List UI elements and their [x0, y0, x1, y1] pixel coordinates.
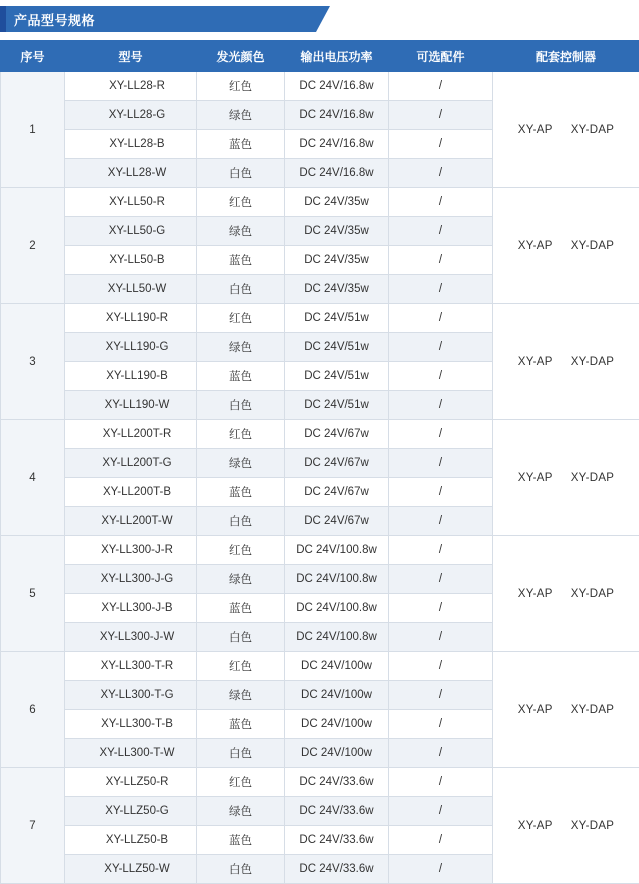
- cell-accessory: /: [389, 594, 493, 623]
- cell-accessory: /: [389, 797, 493, 826]
- cell-voltage: DC 24V/100.8w: [285, 623, 389, 652]
- cell-color: 绿色: [197, 449, 285, 478]
- cell-accessory: /: [389, 188, 493, 217]
- table-row: [1, 536, 639, 565]
- cell-model: XY-LL190-G: [65, 333, 197, 362]
- controller-model: XY-AP: [518, 820, 553, 832]
- header-color: 发光颜色: [197, 41, 285, 72]
- cell-voltage: DC 24V/51w: [285, 362, 389, 391]
- cell-sequence: 6: [1, 652, 65, 768]
- cell-voltage: DC 24V/100.8w: [285, 536, 389, 565]
- cell-controller: [493, 72, 639, 188]
- cell-color: 红色: [197, 304, 285, 333]
- cell-voltage: DC 24V/16.8w: [285, 159, 389, 188]
- cell-model: XY-LL300-T-W: [65, 739, 197, 768]
- cell-voltage: DC 24V/100w: [285, 652, 389, 681]
- cell-accessory: /: [389, 130, 493, 159]
- cell-color: 蓝色: [197, 710, 285, 739]
- cell-voltage: DC 24V/33.6w: [285, 826, 389, 855]
- cell-accessory: /: [389, 391, 493, 420]
- cell-color: 红色: [197, 188, 285, 217]
- cell-accessory: /: [389, 217, 493, 246]
- cell-color: 绿色: [197, 217, 285, 246]
- table-body: [1, 72, 639, 884]
- cell-voltage: DC 24V/33.6w: [285, 855, 389, 884]
- section-title-body: [6, 6, 316, 32]
- cell-model: XY-LL200T-R: [65, 420, 197, 449]
- cell-voltage: DC 24V/100.8w: [285, 565, 389, 594]
- cell-accessory: /: [389, 826, 493, 855]
- controller-list: [494, 588, 638, 600]
- cell-accessory: /: [389, 246, 493, 275]
- cell-color: 蓝色: [197, 478, 285, 507]
- cell-color: 绿色: [197, 333, 285, 362]
- cell-model: XY-LL300-T-G: [65, 681, 197, 710]
- cell-color: 白色: [197, 391, 285, 420]
- cell-model: XY-LLZ50-G: [65, 797, 197, 826]
- cell-color: 绿色: [197, 681, 285, 710]
- cell-accessory: /: [389, 652, 493, 681]
- product-spec-table: [0, 40, 639, 884]
- cell-accessory: /: [389, 159, 493, 188]
- controller-list: [494, 240, 638, 252]
- cell-voltage: DC 24V/33.6w: [285, 797, 389, 826]
- controller-model: XY-DAP: [571, 472, 615, 484]
- cell-voltage: DC 24V/51w: [285, 391, 389, 420]
- cell-color: 白色: [197, 623, 285, 652]
- cell-voltage: DC 24V/51w: [285, 333, 389, 362]
- cell-color: 红色: [197, 652, 285, 681]
- cell-accessory: /: [389, 565, 493, 594]
- table-header: [1, 41, 639, 72]
- cell-accessory: /: [389, 449, 493, 478]
- cell-model: XY-LL200T-W: [65, 507, 197, 536]
- cell-accessory: /: [389, 275, 493, 304]
- table-header-row: [1, 41, 639, 72]
- cell-model: XY-LL300-J-R: [65, 536, 197, 565]
- cell-color: 白色: [197, 507, 285, 536]
- cell-voltage: DC 24V/16.8w: [285, 101, 389, 130]
- controller-model: XY-AP: [518, 588, 553, 600]
- cell-voltage: DC 24V/35w: [285, 275, 389, 304]
- cell-model: XY-LL190-B: [65, 362, 197, 391]
- cell-controller: [493, 536, 639, 652]
- cell-model: XY-LL200T-G: [65, 449, 197, 478]
- cell-sequence: 3: [1, 304, 65, 420]
- table-row: [1, 652, 639, 681]
- controller-model: XY-DAP: [571, 240, 615, 252]
- cell-color: 红色: [197, 72, 285, 101]
- cell-model: XY-LL28-R: [65, 72, 197, 101]
- cell-sequence: 5: [1, 536, 65, 652]
- cell-accessory: /: [389, 710, 493, 739]
- cell-color: 蓝色: [197, 826, 285, 855]
- cell-accessory: /: [389, 536, 493, 565]
- spec-page: [0, 6, 639, 884]
- cell-color: 绿色: [197, 797, 285, 826]
- cell-accessory: /: [389, 478, 493, 507]
- controller-model: XY-DAP: [571, 820, 615, 832]
- cell-voltage: DC 24V/100.8w: [285, 594, 389, 623]
- controller-model: XY-DAP: [571, 588, 615, 600]
- cell-accessory: /: [389, 855, 493, 884]
- cell-color: 白色: [197, 159, 285, 188]
- cell-color: 白色: [197, 855, 285, 884]
- header-controller: 配套控制器: [493, 41, 639, 72]
- section-title-fill: [330, 6, 639, 32]
- controller-list: [494, 704, 638, 716]
- cell-accessory: /: [389, 101, 493, 130]
- cell-model: XY-LL190-W: [65, 391, 197, 420]
- cell-model: XY-LL200T-B: [65, 478, 197, 507]
- cell-model: XY-LL300-J-W: [65, 623, 197, 652]
- controller-model: XY-AP: [518, 356, 553, 368]
- cell-color: 蓝色: [197, 130, 285, 159]
- cell-accessory: /: [389, 362, 493, 391]
- header-model: 型号: [65, 41, 197, 72]
- controller-list: [494, 124, 638, 136]
- cell-color: 红色: [197, 536, 285, 565]
- controller-list: [494, 820, 638, 832]
- cell-model: XY-LL28-B: [65, 130, 197, 159]
- cell-model: XY-LL50-B: [65, 246, 197, 275]
- table-row: [1, 188, 639, 217]
- cell-accessory: /: [389, 739, 493, 768]
- cell-sequence: 7: [1, 768, 65, 884]
- cell-color: 蓝色: [197, 362, 285, 391]
- cell-controller: [493, 768, 639, 884]
- cell-voltage: DC 24V/67w: [285, 478, 389, 507]
- header-seq: 序号: [1, 41, 65, 72]
- cell-model: XY-LL300-T-B: [65, 710, 197, 739]
- cell-accessory: /: [389, 768, 493, 797]
- cell-color: 绿色: [197, 565, 285, 594]
- cell-color: 白色: [197, 275, 285, 304]
- controller-model: XY-AP: [518, 472, 553, 484]
- controller-model: XY-AP: [518, 704, 553, 716]
- header-voltage: 输出电压功率: [285, 41, 389, 72]
- cell-model: XY-LL50-G: [65, 217, 197, 246]
- controller-model: XY-AP: [518, 240, 553, 252]
- cell-model: XY-LL28-G: [65, 101, 197, 130]
- cell-model: XY-LLZ50-W: [65, 855, 197, 884]
- cell-voltage: DC 24V/100w: [285, 710, 389, 739]
- cell-voltage: DC 24V/67w: [285, 449, 389, 478]
- cell-model: XY-LL50-W: [65, 275, 197, 304]
- cell-voltage: DC 24V/35w: [285, 188, 389, 217]
- cell-color: 蓝色: [197, 594, 285, 623]
- cell-accessory: /: [389, 507, 493, 536]
- cell-accessory: /: [389, 72, 493, 101]
- table-row: [1, 768, 639, 797]
- cell-controller: [493, 420, 639, 536]
- controller-model: XY-DAP: [571, 704, 615, 716]
- cell-model: XY-LL190-R: [65, 304, 197, 333]
- cell-accessory: /: [389, 681, 493, 710]
- cell-sequence: 2: [1, 188, 65, 304]
- section-title-text: 产品型号规格: [6, 10, 95, 29]
- cell-color: 白色: [197, 739, 285, 768]
- table-row: [1, 72, 639, 101]
- cell-color: 绿色: [197, 101, 285, 130]
- cell-color: 蓝色: [197, 246, 285, 275]
- cell-sequence: 4: [1, 420, 65, 536]
- cell-sequence: 1: [1, 72, 65, 188]
- cell-model: XY-LL300-J-G: [65, 565, 197, 594]
- cell-controller: [493, 304, 639, 420]
- cell-voltage: DC 24V/100w: [285, 739, 389, 768]
- cell-voltage: DC 24V/35w: [285, 217, 389, 246]
- controller-list: [494, 472, 638, 484]
- cell-voltage: DC 24V/67w: [285, 420, 389, 449]
- table-row: [1, 420, 639, 449]
- cell-voltage: DC 24V/16.8w: [285, 72, 389, 101]
- table-row: [1, 304, 639, 333]
- controller-model: XY-AP: [518, 124, 553, 136]
- cell-voltage: DC 24V/67w: [285, 507, 389, 536]
- controller-list: [494, 356, 638, 368]
- cell-voltage: DC 24V/100w: [285, 681, 389, 710]
- cell-accessory: /: [389, 333, 493, 362]
- cell-accessory: /: [389, 304, 493, 333]
- cell-model: XY-LL300-J-B: [65, 594, 197, 623]
- cell-voltage: DC 24V/35w: [285, 246, 389, 275]
- controller-model: XY-DAP: [571, 356, 615, 368]
- cell-model: XY-LL50-R: [65, 188, 197, 217]
- section-title-tail: [316, 6, 330, 32]
- cell-accessory: /: [389, 623, 493, 652]
- cell-model: XY-LL300-T-R: [65, 652, 197, 681]
- cell-color: 红色: [197, 420, 285, 449]
- cell-model: XY-LLZ50-R: [65, 768, 197, 797]
- cell-controller: [493, 188, 639, 304]
- cell-model: XY-LL28-W: [65, 159, 197, 188]
- cell-color: 红色: [197, 768, 285, 797]
- controller-model: XY-DAP: [571, 124, 615, 136]
- cell-controller: [493, 652, 639, 768]
- cell-voltage: DC 24V/33.6w: [285, 768, 389, 797]
- cell-model: XY-LLZ50-B: [65, 826, 197, 855]
- header-accessory: 可选配件: [389, 41, 493, 72]
- cell-accessory: /: [389, 420, 493, 449]
- section-title-bar: [0, 6, 639, 32]
- cell-voltage: DC 24V/16.8w: [285, 130, 389, 159]
- cell-voltage: DC 24V/51w: [285, 304, 389, 333]
